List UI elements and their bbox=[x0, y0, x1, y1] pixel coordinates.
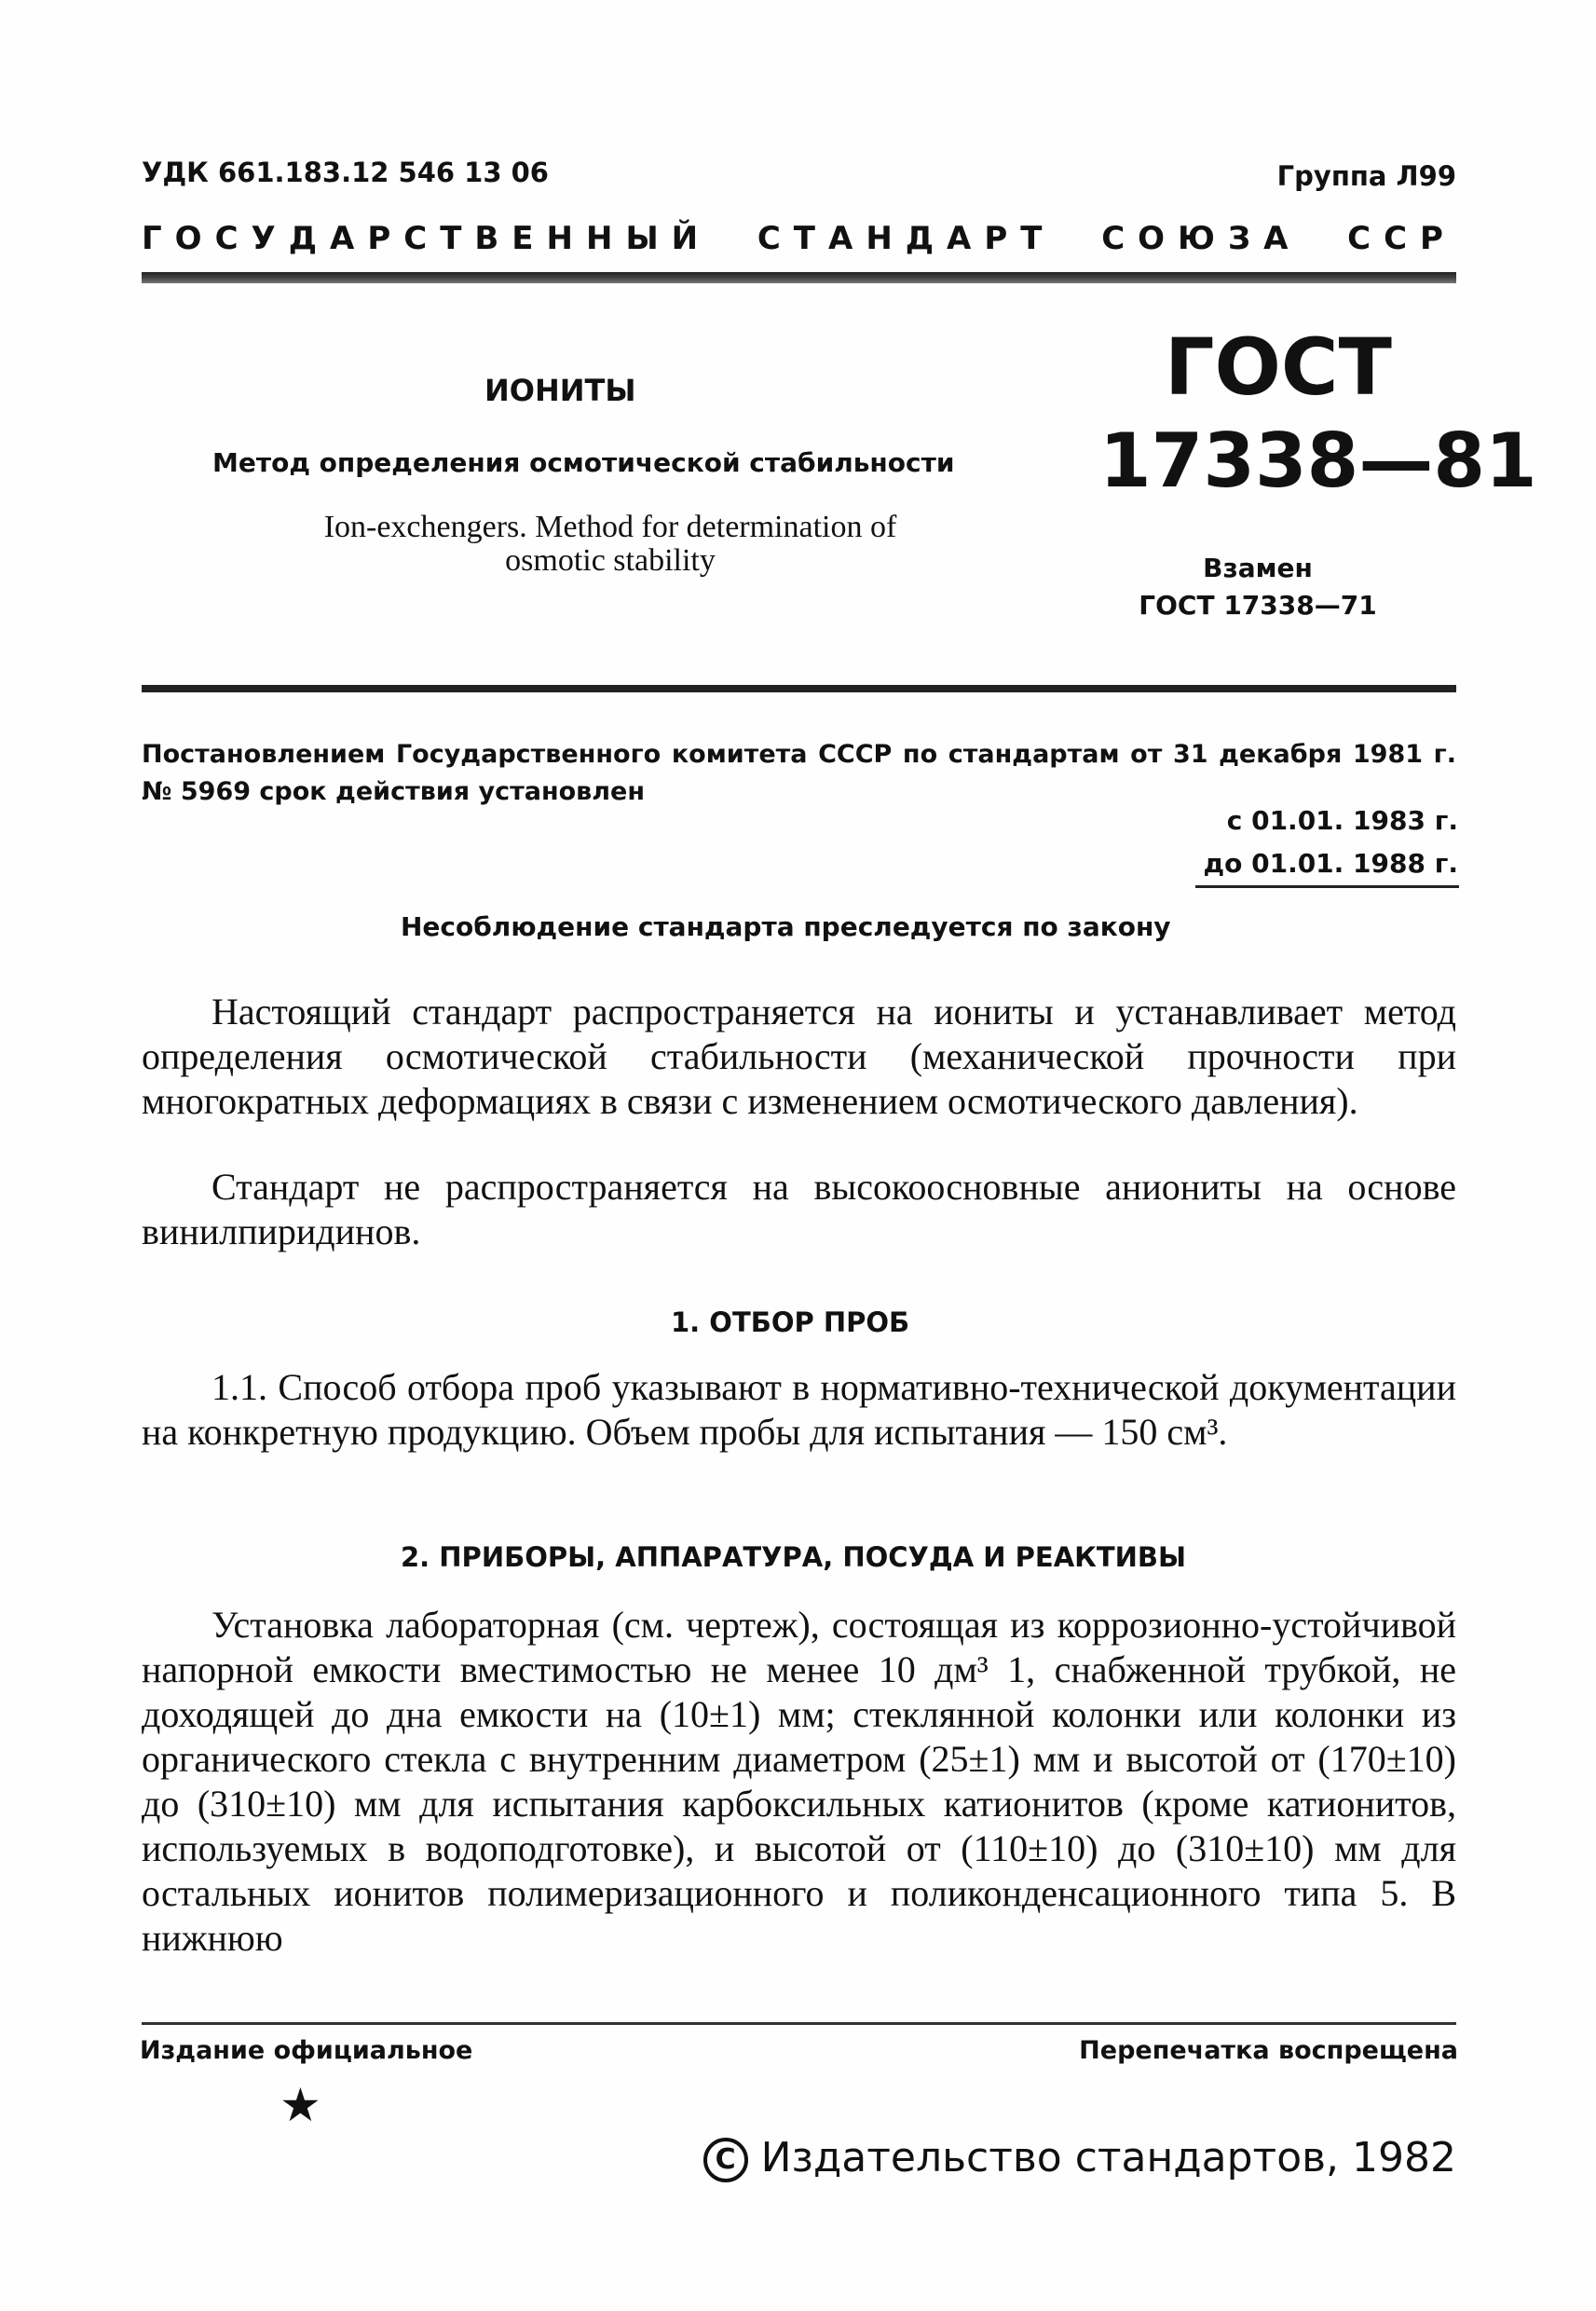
apparatus-paragraph: Установка лабораторная (см. чертеж), состоящая из коррозионно-устойчивой напорной емкости вместимостью не менее 10 дм³ 1, снабженной трубкой, не доходящей до дна емкости на (10±1) мм; стеклянной колонки или колонки из органического стекла с внутренним диаметром (25±1) мм и высотой от (170±10) до (310±10) мм для испытания карбоксильных катионитов (кроме катионитов, используемых в водоподготовке), и высотой от (110±10) до (310±10) мм для остальных ионитов полимеризационного и поликонденсационного типа 5. В нижнюю bbox=[142, 1604, 1456, 1959]
legal-notice: Несоблюдение стандарта преследуется по закону bbox=[401, 911, 1171, 942]
group-code: Группа Л99 bbox=[1276, 160, 1456, 192]
sampling-paragraph: 1.1. Способ отбора проб указывают в нормативно-технической документации на конкретную продукцию. Объем пробы для испытания — 150 см³. bbox=[142, 1366, 1456, 1453]
section-2-heading: 2. ПРИБОРЫ, АППАРАТУРА, ПОСУДА И РЕАКТИВЫ bbox=[401, 1541, 1187, 1573]
title-english: Ion-exchengers. Method for determination of osmotic stability bbox=[323, 510, 897, 578]
copyright-line bbox=[703, 2134, 1456, 2182]
valid-to: до 01.01. 1988 г. bbox=[1203, 848, 1458, 879]
gost-label: ГОСТ bbox=[1165, 321, 1392, 413]
valid-from: с 01.01. 1983 г. bbox=[1226, 805, 1458, 836]
validity-underline bbox=[1195, 885, 1459, 888]
decree-text: Постановлением Государственного комитета СССР по стандартам от 31 декабря 1981 г. № 5969 срок действия установлен bbox=[142, 740, 1456, 806]
scope-paragraph: Настоящий стандарт распространяется на иониты и устанавливает метод определения осмотической стабильности (механической прочности при многократных деформациях в связи с изменением осмотического давления). bbox=[142, 991, 1456, 1122]
state-standard-word-3: СОЮЗА bbox=[1101, 220, 1302, 257]
udk-code: УДК 661.183.12 546 13 06 bbox=[142, 157, 549, 188]
title-russian: ИОНИТЫ bbox=[484, 373, 636, 408]
replaces-label: Взамен bbox=[1203, 553, 1313, 583]
subtitle-russian: Метод определения осмотической стабильности bbox=[212, 447, 955, 478]
replaces-value: ГОСТ 17338—71 bbox=[1139, 590, 1377, 621]
copyright-icon: C bbox=[703, 2138, 748, 2182]
state-standard-word-4: ССР bbox=[1347, 220, 1456, 257]
state-standard-title bbox=[142, 220, 1456, 257]
publisher-name: Издательство стандартов, 1982 bbox=[760, 2134, 1456, 2181]
section-1-heading: 1. ОТБОР ПРОБ bbox=[671, 1306, 910, 1338]
replaces-block bbox=[1127, 550, 1388, 624]
official-edition: Издание официальное bbox=[140, 2036, 473, 2065]
state-standard-word-1: ГОСУДАРСТВЕННЫЙ bbox=[142, 220, 712, 257]
state-standard-word-2: СТАНДАРТ bbox=[757, 220, 1056, 257]
gost-number: 17338—81 bbox=[1099, 417, 1537, 504]
bottom-rule bbox=[142, 2022, 1456, 2025]
top-rule bbox=[142, 272, 1456, 283]
reprint-prohibited: Перепечатка воспрещена bbox=[1079, 2036, 1458, 2065]
middle-rule bbox=[142, 685, 1456, 692]
exclusion-paragraph: Стандарт не распространяется на высокоосновные аниониты на основе винилпиридинов. bbox=[142, 1166, 1456, 1252]
star-icon: ★ bbox=[280, 2078, 321, 2132]
